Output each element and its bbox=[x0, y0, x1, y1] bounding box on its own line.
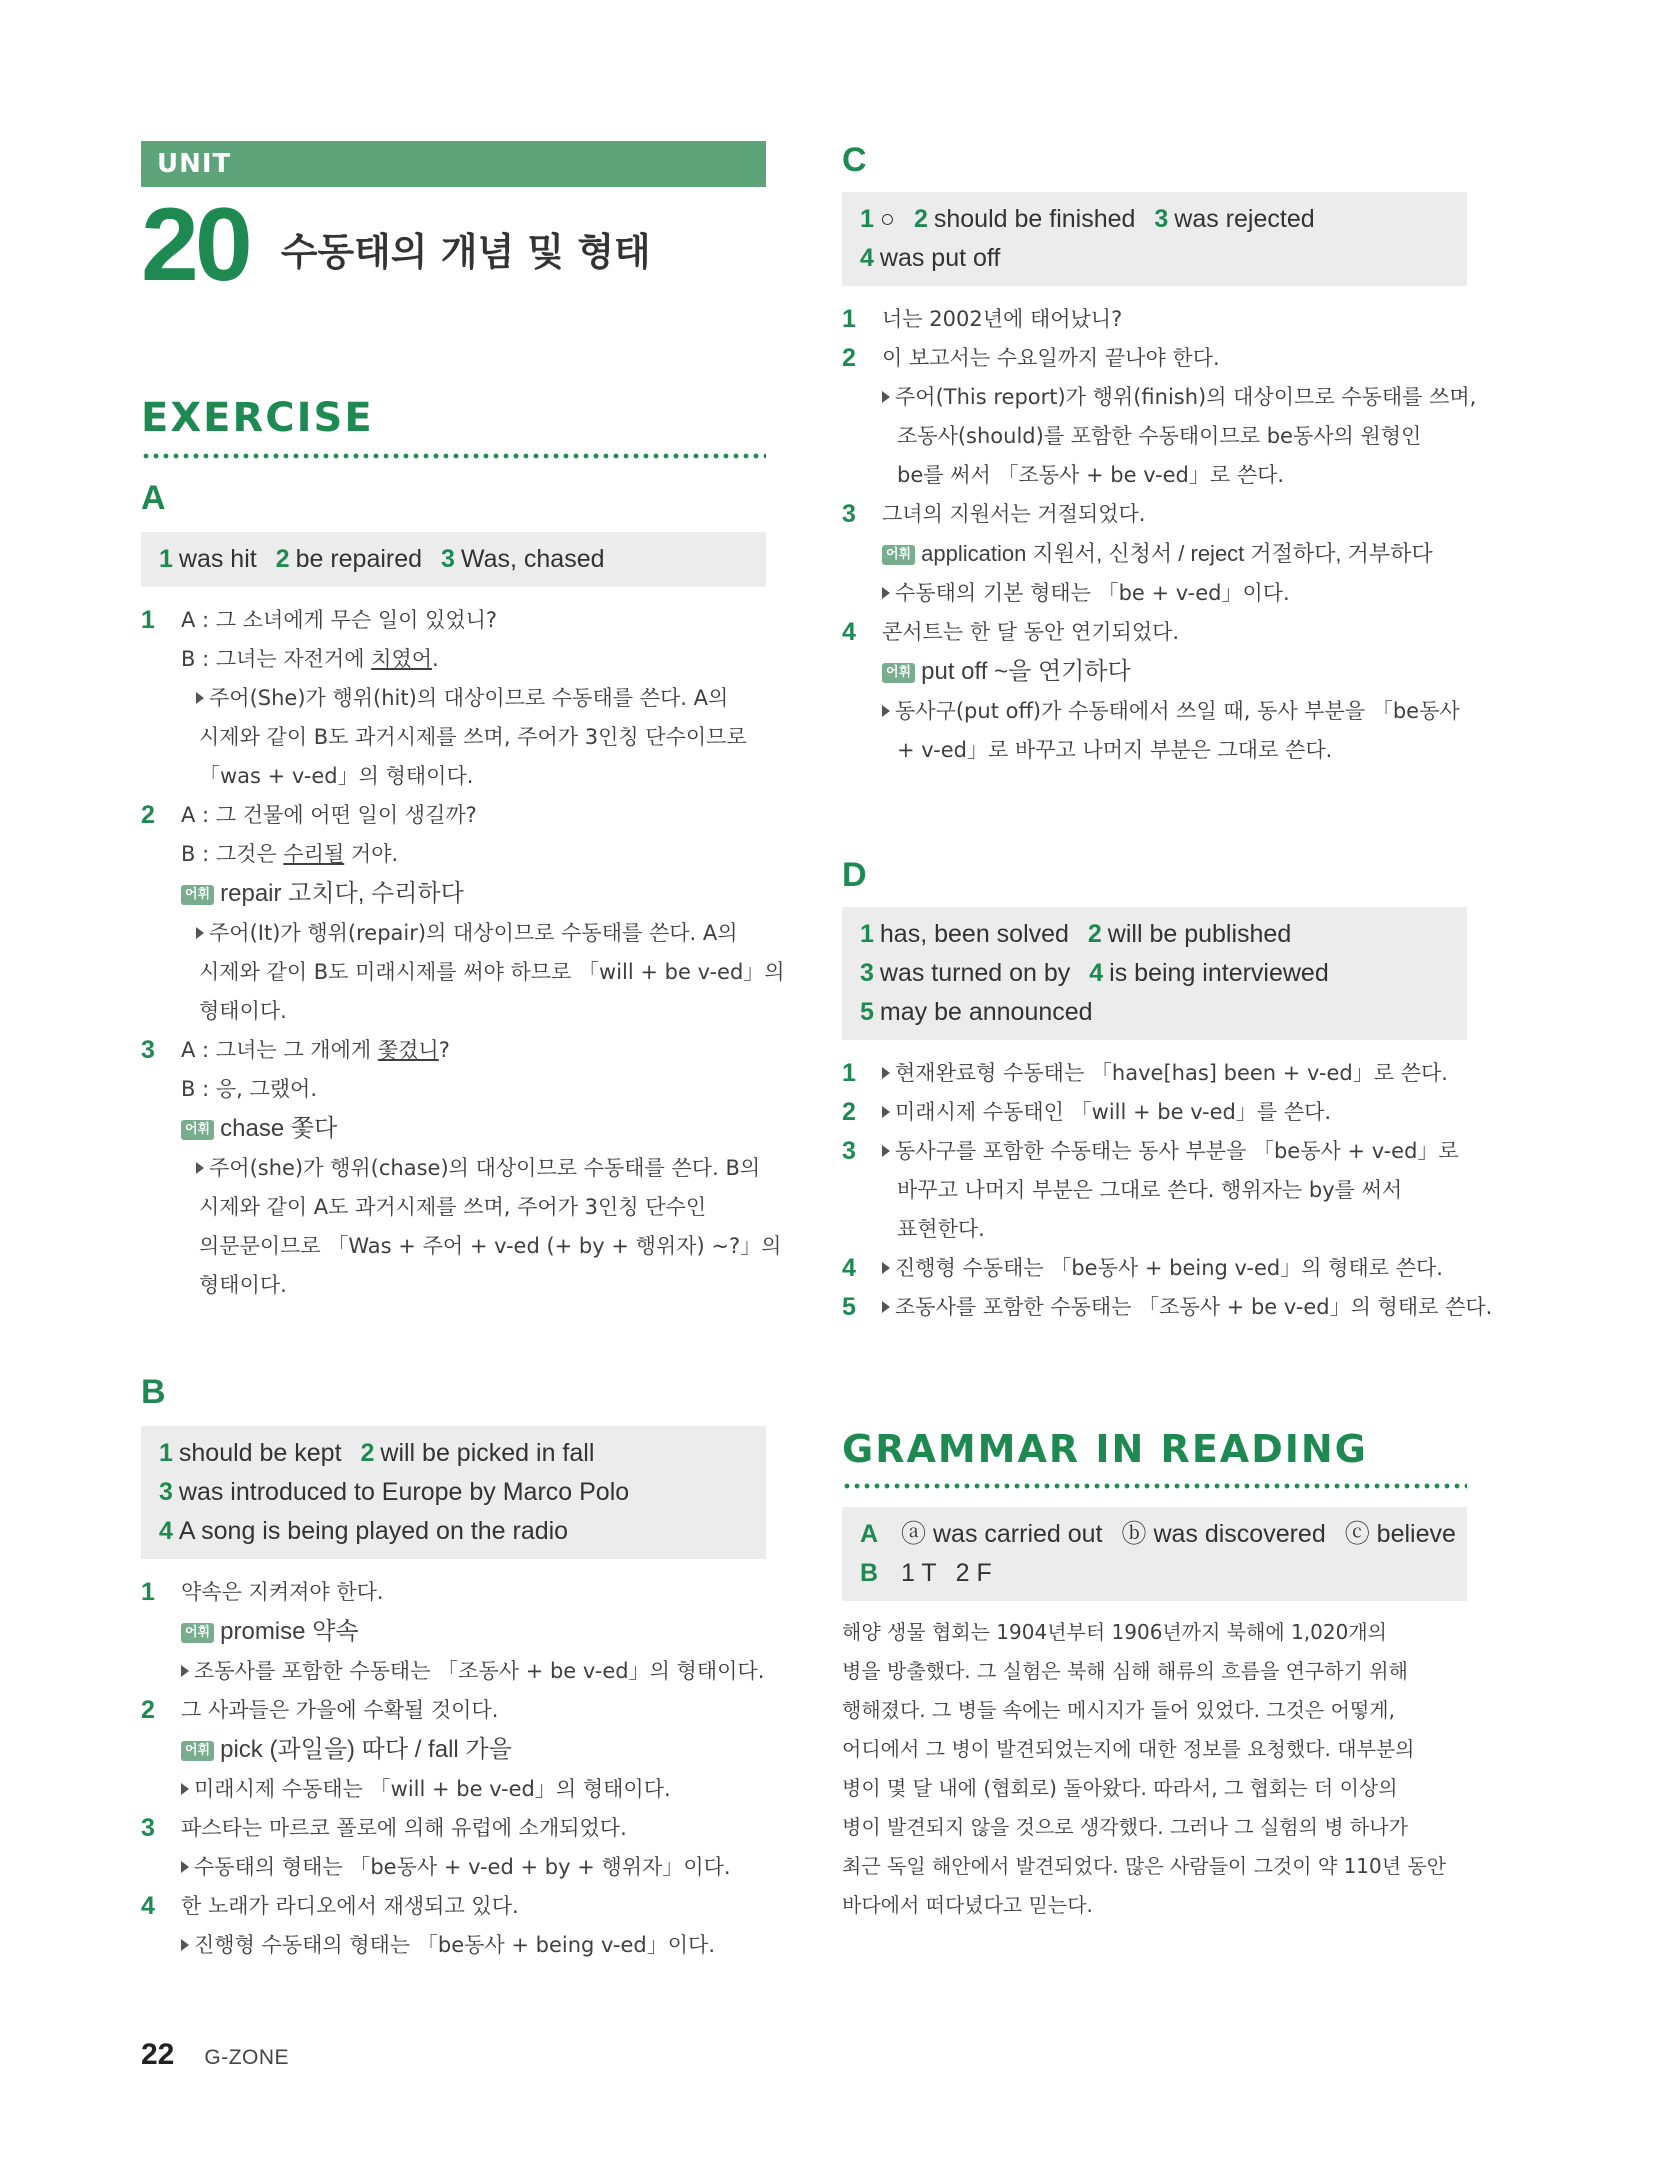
vocab-badge: 어휘 bbox=[882, 663, 915, 683]
explanation-line: 수동태의 형태는 「be동사 + v-ed + by + 행위자」이다. bbox=[181, 1848, 766, 1887]
answer-text: was put off bbox=[879, 244, 1001, 272]
item-number: 1 bbox=[842, 1059, 856, 1087]
answer-line bbox=[159, 1434, 748, 1473]
section-letter-c: C bbox=[842, 141, 867, 179]
answer-text: ○ bbox=[879, 205, 896, 233]
answer-marker: ⓑ bbox=[1121, 1520, 1147, 1548]
answer-number: 4 bbox=[860, 244, 874, 272]
item-number: 4 bbox=[141, 1892, 155, 1920]
explanation-line: 형태이다. bbox=[199, 999, 287, 1023]
explanation-line: 조동사를 포함한 수동태는 「조동사 + be v-ed」의 형태이다. bbox=[181, 1652, 766, 1691]
unit-title: 수동태의 개념 및 형태 bbox=[280, 229, 651, 274]
item-number: 3 bbox=[842, 500, 856, 528]
explanation-line: 시제와 같이 B도 과거시제를 쓰며, 주어가 3인칭 단수이므로 bbox=[199, 725, 747, 749]
bullet-triangle-icon bbox=[196, 692, 204, 704]
answer-text: believe bbox=[1376, 1520, 1456, 1548]
answer-line bbox=[159, 1473, 748, 1512]
dialogue-line: B : 응, 그랬어. bbox=[181, 1077, 318, 1101]
bullet-triangle-icon bbox=[882, 1106, 890, 1118]
explanation-line: 의문문이므로 「Was + 주어 + v-ed (+ by + 행위자) ~?」의 bbox=[199, 1234, 782, 1258]
translation-line: 그 사과들은 가을에 수확될 것이다. bbox=[181, 1698, 499, 1722]
vocab-line: 어휘 pick (과일을) 따다 / fall 가을 bbox=[181, 1730, 766, 1770]
explanation-item bbox=[842, 339, 1477, 495]
item-number: 5 bbox=[842, 1293, 856, 1321]
dialogue-line: B : 그것은 수리될 거야. bbox=[181, 842, 399, 866]
answer-box-b bbox=[141, 1426, 766, 1559]
answer-number: 2 bbox=[360, 1439, 375, 1467]
bullet-triangle-icon bbox=[882, 1262, 890, 1274]
answer-number: 2 bbox=[955, 1559, 970, 1587]
item-number: 2 bbox=[842, 1098, 856, 1126]
vocab-line: 어휘 put off ~을 연기하다 bbox=[882, 652, 1467, 692]
explanation-line: 미래시제 수동태는 「will + be v-ed」의 형태이다. bbox=[181, 1770, 766, 1809]
translation-line: 콘서트는 한 달 동안 연기되었다. bbox=[882, 620, 1180, 644]
vocab-badge: 어휘 bbox=[181, 1623, 214, 1643]
explanation-line: 주어(It)가 행위(repair)의 대상이므로 수동태를 쓴다. A의 bbox=[181, 914, 766, 953]
answer-label: B bbox=[860, 1559, 879, 1587]
answer-text: was carried out bbox=[932, 1520, 1103, 1548]
explanation-item bbox=[842, 495, 1467, 613]
item-number: 3 bbox=[141, 1036, 155, 1064]
left-column bbox=[141, 141, 785, 1965]
item-number: 2 bbox=[141, 1696, 155, 1724]
vocab-line: 어휘 repair 고치다, 수리하다 bbox=[181, 874, 766, 914]
section-letter-d: D bbox=[842, 856, 867, 894]
explanation-line: 형태이다. bbox=[199, 1273, 287, 1297]
grammar-in-reading-title: GRAMMAR IN READING bbox=[842, 1427, 1368, 1471]
reading-line: 최근 독일 해안에서 발견되었다. 많은 사람들이 그것이 약 110년 동안 bbox=[842, 1854, 1447, 1878]
explanation-line: 현재완료형 수동태는 「have[has] been + v-ed」로 쓴다. bbox=[882, 1054, 1467, 1093]
answer-text: should be kept bbox=[178, 1439, 342, 1467]
item-number: 2 bbox=[141, 801, 155, 829]
book-title: G-ZONE bbox=[204, 2046, 290, 2069]
explanation-line: 주어(She)가 행위(hit)의 대상이므로 수동태를 쓴다. A의 bbox=[181, 679, 766, 718]
explanation-line: 시제와 같이 B도 미래시제를 써야 하므로 「will + be v-ed」의 bbox=[199, 960, 785, 984]
section-letter-b: B bbox=[141, 1373, 166, 1411]
answer-number: 1 bbox=[901, 1559, 915, 1587]
item-number: 4 bbox=[842, 1254, 856, 1282]
unit-label: UNIT bbox=[141, 141, 766, 187]
answer-text: should be finished bbox=[933, 205, 1136, 233]
answer-line bbox=[860, 1554, 1449, 1593]
explanation-line: + v-ed」로 바꾸고 나머지 부분은 그대로 쓴다. bbox=[897, 738, 1333, 762]
vocab-badge: 어휘 bbox=[181, 1120, 214, 1140]
reading-line: 행해졌다. 그 병들 속에는 메시지가 들어 있었다. 그것은 어떻게, bbox=[842, 1698, 1395, 1722]
explanation-line: 동사구(put off)가 수동태에서 쓰일 때, 동사 부분을 「be동사 bbox=[882, 692, 1467, 731]
reading-line: 병이 발견되지 않을 것으로 생각했다. 그러나 그 실험의 병 하나가 bbox=[842, 1815, 1408, 1839]
answer-number: 3 bbox=[860, 959, 874, 987]
answer-number: 3 bbox=[1154, 205, 1169, 233]
answer-line bbox=[159, 1512, 748, 1551]
exercise-title: EXERCISE bbox=[141, 395, 374, 441]
answer-text: will be picked in fall bbox=[380, 1439, 595, 1467]
explanation-item bbox=[842, 1288, 1493, 1327]
answer-number: 3 bbox=[441, 545, 455, 573]
translation-line: 한 노래가 라디오에서 재생되고 있다. bbox=[181, 1894, 519, 1918]
answer-text: will be published bbox=[1107, 920, 1292, 948]
explanation-line: 동사구를 포함한 수동태는 동사 부분을 「be동사 + v-ed」로 bbox=[882, 1132, 1467, 1171]
answer-box-a bbox=[141, 532, 766, 587]
item-number: 1 bbox=[842, 305, 856, 333]
answer-number: 4 bbox=[159, 1517, 173, 1545]
translation-line: 그녀의 지원서는 거절되었다. bbox=[882, 502, 1146, 526]
bullet-triangle-icon bbox=[181, 1783, 189, 1795]
explanation-item bbox=[141, 796, 785, 1031]
vocab-badge: 어휘 bbox=[882, 545, 915, 565]
answer-number: 5 bbox=[860, 998, 874, 1026]
dotted-divider bbox=[141, 453, 766, 459]
bullet-triangle-icon bbox=[196, 1162, 204, 1174]
dialogue-line: B : 그녀는 자전거에 치였어. bbox=[181, 647, 439, 671]
explanation-line: 조동사를 포함한 수동태는 「조동사 + be v-ed」의 형태로 쓴다. bbox=[882, 1288, 1467, 1327]
explanation-line: 표현한다. bbox=[897, 1217, 985, 1241]
right-column bbox=[842, 141, 1493, 1925]
bullet-triangle-icon bbox=[882, 1301, 890, 1313]
explanation-line: 시제와 같이 A도 과거시제를 쓰며, 주어가 3인칭 단수인 bbox=[199, 1195, 707, 1219]
reading-line: 병이 몇 달 내에 (협회로) 돌아왔다. 따라서, 그 협회는 더 이상의 bbox=[842, 1776, 1398, 1800]
answer-line bbox=[860, 1515, 1456, 1554]
answer-box-d bbox=[842, 907, 1467, 1040]
item-number: 4 bbox=[842, 618, 856, 646]
answer-number: 1 bbox=[159, 1439, 173, 1467]
answer-number: 4 bbox=[1089, 959, 1104, 987]
explanation-line: be를 써서 「조동사 + be v-ed」로 쓴다. bbox=[897, 463, 1285, 487]
answer-line bbox=[860, 954, 1449, 993]
answer-number: 2 bbox=[913, 205, 928, 233]
answer-number: 1 bbox=[860, 205, 874, 233]
bullet-triangle-icon bbox=[882, 705, 890, 717]
reading-line: 어디에서 그 병이 발견되었는지에 대한 정보를 요청했다. 대부분의 bbox=[842, 1737, 1415, 1761]
answer-box-reading bbox=[842, 1507, 1467, 1601]
answer-label: A bbox=[860, 1520, 879, 1548]
answer-text: was hit bbox=[178, 545, 257, 573]
page-number: 22 bbox=[141, 2038, 175, 2071]
explanation-item bbox=[842, 1054, 1467, 1093]
explanation-line: 진행형 수동태의 형태는 「be동사 + being v-ed」이다. bbox=[181, 1926, 766, 1965]
reading-line: 병을 방출했다. 그 실험은 북해 심해 해류의 흐름을 연구하기 위해 bbox=[842, 1659, 1408, 1683]
vocab-line: 어휘 chase 쫓다 bbox=[181, 1109, 766, 1149]
vocab-line: 어휘 promise 약속 bbox=[181, 1612, 766, 1652]
answer-box-c bbox=[842, 192, 1467, 286]
answer-number: 2 bbox=[1087, 920, 1102, 948]
item-number: 3 bbox=[141, 1814, 155, 1842]
answer-line bbox=[860, 200, 1449, 239]
explanation-item bbox=[141, 1887, 766, 1965]
bullet-triangle-icon bbox=[196, 927, 204, 939]
answer-line bbox=[860, 239, 1449, 278]
explanation-line: 주어(she)가 행위(chase)의 대상이므로 수동태를 쓴다. B의 bbox=[181, 1149, 766, 1188]
explanation-line: 주어(This report)가 행위(finish)의 대상이므로 수동태를 쓰며, bbox=[882, 378, 1467, 417]
translation-line: 약속은 지켜져야 한다. bbox=[181, 1580, 384, 1604]
answer-text: be repaired bbox=[295, 545, 423, 573]
dialogue-line: A : 그녀는 그 개에게 쫓겼니? bbox=[181, 1038, 450, 1062]
explanation-item bbox=[842, 1249, 1467, 1288]
bullet-triangle-icon bbox=[882, 587, 890, 599]
explanation-item bbox=[141, 1809, 766, 1887]
dotted-divider bbox=[842, 1483, 1467, 1489]
translation-line: 파스타는 마르코 폴로에 의해 유럽에 소개되었다. bbox=[181, 1816, 627, 1840]
explanation-item bbox=[842, 1132, 1467, 1249]
translation-line: 너는 2002년에 태어났니? bbox=[882, 307, 1123, 331]
explanation-item bbox=[141, 1573, 766, 1691]
bullet-triangle-icon bbox=[882, 1067, 890, 1079]
answer-text: has, been solved bbox=[879, 920, 1069, 948]
answer-number: 2 bbox=[275, 545, 290, 573]
explanation-item bbox=[141, 1031, 782, 1305]
answer-line bbox=[860, 993, 1449, 1032]
translation-line: 이 보고서는 수요일까지 끝나야 한다. bbox=[882, 346, 1220, 370]
explanation-item bbox=[141, 1691, 766, 1809]
section-a-explanations bbox=[141, 601, 785, 1305]
dialogue-line: A : 그 건물에 어떤 일이 생길까? bbox=[181, 803, 477, 827]
item-number: 1 bbox=[141, 1578, 155, 1606]
explanation-line: 진행형 수동태는 「be동사 + being v-ed」의 형태로 쓴다. bbox=[882, 1249, 1467, 1288]
answer-number: 1 bbox=[860, 920, 874, 948]
section-letter-a: A bbox=[141, 479, 166, 517]
answer-line bbox=[159, 540, 748, 579]
reading-line: 바다에서 떠다녔다고 믿는다. bbox=[842, 1893, 1093, 1917]
item-number: 2 bbox=[842, 344, 856, 372]
vocab-badge: 어휘 bbox=[181, 1741, 214, 1761]
section-b-explanations bbox=[141, 1573, 766, 1965]
answer-text: may be announced bbox=[879, 998, 1093, 1026]
explanation-line: 수동태의 기본 형태는 「be + v-ed」이다. bbox=[882, 574, 1467, 613]
answer-number: 1 bbox=[159, 545, 173, 573]
answer-text: A song is being played on the radio bbox=[178, 1517, 569, 1545]
explanation-line: 「was + v-ed」의 형태이다. bbox=[199, 764, 474, 788]
answer-marker: ⓐ bbox=[901, 1520, 927, 1548]
bullet-triangle-icon bbox=[181, 1665, 189, 1677]
explanation-line: 조동사(should)를 포함한 수동태이므로 be동사의 원형인 bbox=[897, 424, 1422, 448]
bullet-triangle-icon bbox=[181, 1939, 189, 1951]
answer-line bbox=[860, 915, 1449, 954]
reading-translation bbox=[842, 1613, 1467, 1925]
bullet-triangle-icon bbox=[882, 1145, 890, 1157]
item-number: 1 bbox=[141, 606, 155, 634]
answer-text: Was, chased bbox=[460, 545, 605, 573]
unit-heading bbox=[141, 187, 766, 303]
item-number: 3 bbox=[842, 1137, 856, 1165]
explanation-line: 바꾸고 나머지 부분은 그대로 쓴다. 행위자는 by를 써서 bbox=[897, 1178, 1403, 1202]
bullet-triangle-icon bbox=[882, 391, 890, 403]
answer-text: was discovered bbox=[1153, 1520, 1326, 1548]
section-c-explanations bbox=[842, 300, 1477, 770]
dialogue-line: A : 그 소녀에게 무슨 일이 있었니? bbox=[181, 608, 498, 632]
explanation-line: 미래시제 수동태인 「will + be v-ed」를 쓴다. bbox=[882, 1093, 1467, 1132]
answer-text: is being interviewed bbox=[1109, 959, 1329, 987]
explanation-item bbox=[842, 613, 1467, 770]
bullet-triangle-icon bbox=[181, 1861, 189, 1873]
reading-line: 해양 생물 협회는 1904년부터 1906년까지 북해에 1,020개의 bbox=[842, 1620, 1387, 1644]
unit-number: 20 bbox=[141, 187, 249, 303]
answer-text: T bbox=[921, 1559, 937, 1587]
answer-text: was turned on by bbox=[879, 959, 1071, 987]
explanation-item bbox=[842, 1093, 1467, 1132]
section-d-explanations bbox=[842, 1054, 1493, 1327]
answer-text: was introduced to Europe by Marco Polo bbox=[178, 1478, 630, 1506]
answer-marker: ⓒ bbox=[1344, 1520, 1370, 1548]
answer-text: F bbox=[976, 1559, 992, 1587]
answer-text: was rejected bbox=[1174, 205, 1315, 233]
vocab-line: 어휘 application 지원서, 신청서 / reject 거절하다, 거부하다 bbox=[882, 534, 1467, 574]
page-footer bbox=[141, 2038, 289, 2072]
explanation-item bbox=[141, 601, 766, 796]
explanation-item bbox=[842, 300, 1467, 339]
answer-number: 3 bbox=[159, 1478, 173, 1506]
vocab-badge: 어휘 bbox=[181, 885, 214, 905]
